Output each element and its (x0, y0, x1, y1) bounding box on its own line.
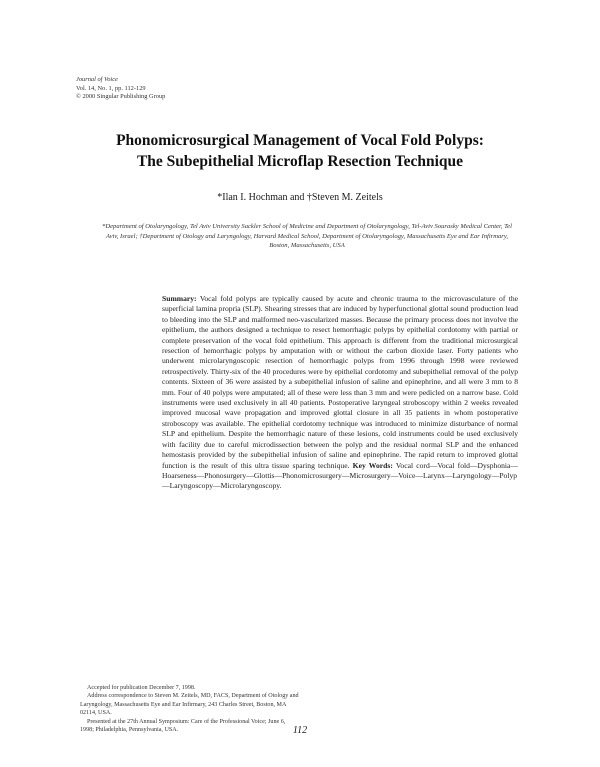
affiliations: *Department of Otolaryngology, Tel Aviv University Sackler School of Medicine and Department of Otolaryngology, Tel-Aviv Sourasky Medical Center, Tel Aviv, Israel; †Department of Otology and Laryngology, Harvard Medical School, Department of Otolaryngology, Massachusetts Eye and Ear Infirmary, Boston, Massachusetts, USA (102, 223, 512, 250)
keywords-label: Key Words: (352, 460, 393, 470)
title-line-2: The Subepithelial Microflap Resection Technique (136, 153, 464, 170)
journal-name: Journal of Voice (76, 76, 118, 83)
footnote-accepted: Accepted for publication December 7, 1998. (87, 685, 196, 691)
abstract-text: Vocal fold polyps are typically caused by acute and chronic trauma to the microvasculature of the superficial lamina propria (SLP). Shearing stresses that are induced by hyperfunctional glottal sound production lead to bleeding into the SLP and malformed neo-vascularized masses. Because the primary process does not involve the epithelium, the authors designed a technique to resect hemorrhagic polyps by epithelial cordotomy with partial or complete preservation of the vocal fold epithelium. This approach is different from the traditional microsurgical resection of hemorrhagic polyps by amputation with or without the carbon dioxide laser. Forty patients who underwent microlaryngoscopic resection of hemorrhagic polyps from 1996 through 1998 were reviewed retrospectively. Thirty-six of the 40 procedures were by epithelial cordotomy and subepithelial removal of the polyp contents. Sixteen of 36 were assisted by a subepithelial infusion of saline and epinephrine, and all were 3 mm to 8 mm. Four of 40 polyps were amputated; all of these were less than 3 mm and were pedicled on a narrow base. Cold instruments were used exclusively in all 40 patients. Postoperative laryngeal stroboscopy within 2 weeks revealed improved mucosal wave propagation and improved glottal closure in all 35 patients in whom postoperative stroboscopy was available. The epithelial cordotomy technique was introduced to minimize disturbance of normal SLP and epithelium. Despite the hemorrhagic nature of these lesions, cold instruments could be used exclusively with facility due to careful microdissection between the polyp and the residual normal SLP and the enhanced hemostasis provided by the subepithelial infusion of saline and epinephrine. The rapid return to improved glottal function is the result of this ultra tissue sparing technique. (162, 294, 518, 470)
journal-volume: Vol. 14, No. 1, pp. 112-129 (76, 84, 146, 92)
authors: *Ilan I. Hochman and †Steven M. Zeitels (217, 192, 383, 203)
abstract (162, 294, 518, 492)
footnote-presented: Presented at the 27th Annual Symposium: Care of the Professional Voice; June 6, 1998; Philadelphia, Pennsylvania, USA. (80, 718, 286, 734)
title-line-1: Phonomicrosurgical Management of Vocal Fold Polyps: (116, 132, 484, 149)
journal-copyright: © 2000 Singular Publishing Group (76, 93, 166, 101)
abstract-label: Summary: (162, 294, 197, 303)
page-number: 112 (292, 725, 308, 736)
footnote-correspondence: Address correspondence to Steven M. Zeitels, MD, FACS, Department of Otology and Laryngology, Massachusetts Eye and Ear Infirmary, 243 Charles Street, Boston, MA 02114, USA. (80, 693, 299, 717)
article-title (0, 130, 600, 172)
journal-header (76, 76, 165, 102)
keywords-text: Vocal cord—Vocal fold—Dysphonia—Hoarseness—Phonosurgery—Glottis—Phonomicrosurgery—Microsurgery—Voice—Larynx—Laryngology—Polyp—Laryngoscopy—Microlaryngoscopy. (162, 460, 519, 491)
